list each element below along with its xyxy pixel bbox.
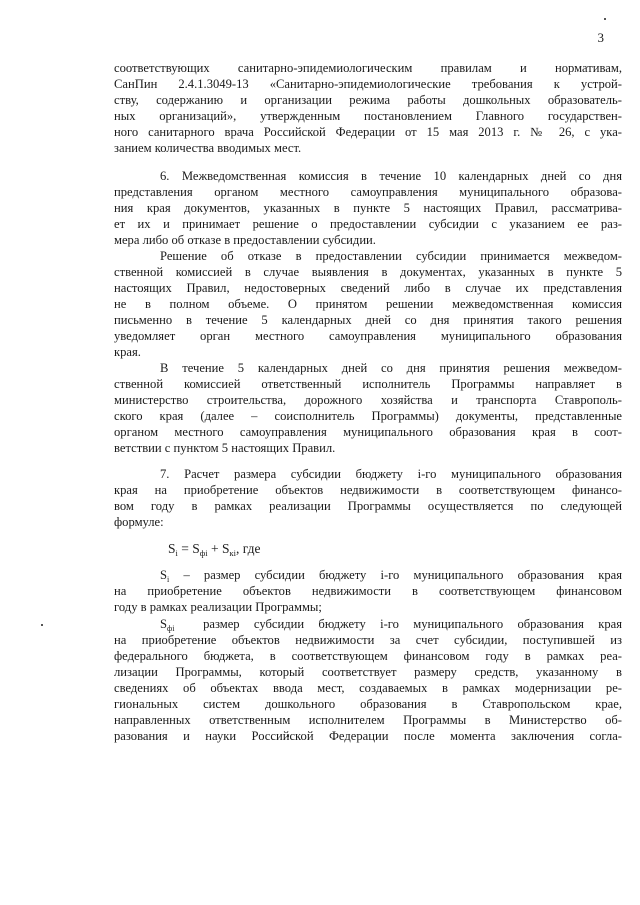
text-line: не в полном объеме. О принятом решении межведомственная комиссия [114, 297, 622, 311]
text-line: края на приобретение объектов недвижимости в соответствующем финансо- [114, 483, 622, 497]
text-line: мера либо об отказе в предоставлении субсидии. [114, 233, 376, 247]
text-line: вом году в рамках реализации Программы осуществляется по следующей [114, 499, 622, 513]
text-line: министерство строительства, дорожного хозяйства и транспорта Ставрополь- [114, 393, 622, 407]
text-line: на приобретение объектов недвижимости за счет субсидии, поступившей из [114, 633, 622, 647]
text-line: федерального бюджета, в соответствующем финансовом году в рамках реа- [114, 649, 622, 663]
text-line: сведениях об объектах ввода мест, создаваемых в рамках модернизации ре- [114, 681, 622, 695]
text-line: гиональных систем дошкольного образования в Ставропольском крае, [114, 697, 622, 711]
text-line: органом местного самоуправления муниципального образования края в соот- [114, 425, 622, 439]
text-line: направленных ответственным исполнителем Программы в Министерство об- [114, 713, 622, 727]
text-line: 7. Расчет размера субсидии бюджету i-го муниципального образования [160, 467, 622, 481]
formula-plus: + [207, 541, 223, 556]
formula-sub-ki: кi [229, 548, 237, 558]
formula-s: S [222, 541, 230, 556]
text-line: ния края документов, указанных в пункте 5 настоящих Правил, рассматрива- [114, 201, 622, 215]
text-line: соответствующих санитарно-эпидемиологическим правилам и нормативам, [114, 61, 622, 75]
text-line: занием количества вводимых мест. [114, 141, 302, 155]
symbol-sfi: $S_{фi}$ [160, 617, 175, 633]
text-line: ных организаций», утвержденным постановлением Главного государствен- [114, 109, 622, 123]
text-line: В течение 5 календарных дней со дня принятия решения межведом- [160, 361, 622, 375]
text-line: края. [114, 345, 141, 359]
text-line: лизации Программы, который соответствует размеру средств, указанному в [114, 665, 622, 679]
definition-si: $S_i$ – размер субсидии бюджету i-го муниципального образования края [160, 568, 622, 584]
text-line: формуле: [114, 515, 164, 529]
text-line: настоящих Правил, недостоверных сведений либо в случае их представления [114, 281, 622, 295]
scan-speck [41, 624, 43, 626]
formula-eq: = [177, 541, 193, 556]
scan-speck [604, 18, 606, 20]
text-line: ветствии с пунктом 5 настоящих Правил. [114, 441, 336, 455]
definition-sfi: $S_{фi}$ размер субсидии бюджету i-го муниципального образования края [160, 617, 622, 633]
text-line: ственной комиссией ответственный исполнитель Программы направляет в [114, 377, 622, 391]
formula-sub-i: i [175, 548, 178, 558]
text-line: ского края (далее – соисполнитель Программы) документы, представленные [114, 409, 622, 423]
formula-tail: , где [236, 541, 261, 556]
text-line: 6. Межведомственная комиссия в течение 10 календарных дней со дня [160, 169, 622, 183]
text-line: письменно в течение 5 календарных дней со дня принятия такого решения [114, 313, 622, 327]
text-line: представления органом местного самоуправления муниципального образова- [114, 185, 622, 199]
text-line: Решение об отказе в предоставлении субсидии принимается межведом- [160, 249, 622, 263]
text-line: ет их и принимает решение о предоставлении субсидии с указанием ее раз- [114, 217, 622, 231]
symbol-si: $S_i$ [160, 568, 170, 584]
formula-s: S [168, 541, 176, 556]
page-number: 3 [597, 30, 604, 45]
text-line: на приобретение объектов недвижимости в соответствующем финансовом [114, 584, 622, 598]
text-line: СанПин 2.4.1.3049-13 «Санитарно-эпидемиологические требования к устрой- [114, 77, 622, 91]
formula [168, 540, 261, 562]
text-line: ного санитарного врача Российской Федерации от 15 мая 2013 г. № 26, с ука- [114, 125, 622, 139]
text-line: году в рамках реализации Программы; [114, 600, 322, 614]
text-line: ственной комиссией в случае выявления в документах, указанных в пункте 5 [114, 265, 622, 279]
text-line: ству, содержанию и организации режима работы дошкольных образователь- [114, 93, 622, 107]
formula-s: S [192, 541, 200, 556]
text-line: уведомляет орган местного самоуправления муниципального образования [114, 329, 622, 343]
formula-sub-fi: фi [199, 548, 208, 558]
text-line: разования и науки Российской Федерации после момента заключения согла- [114, 729, 622, 743]
